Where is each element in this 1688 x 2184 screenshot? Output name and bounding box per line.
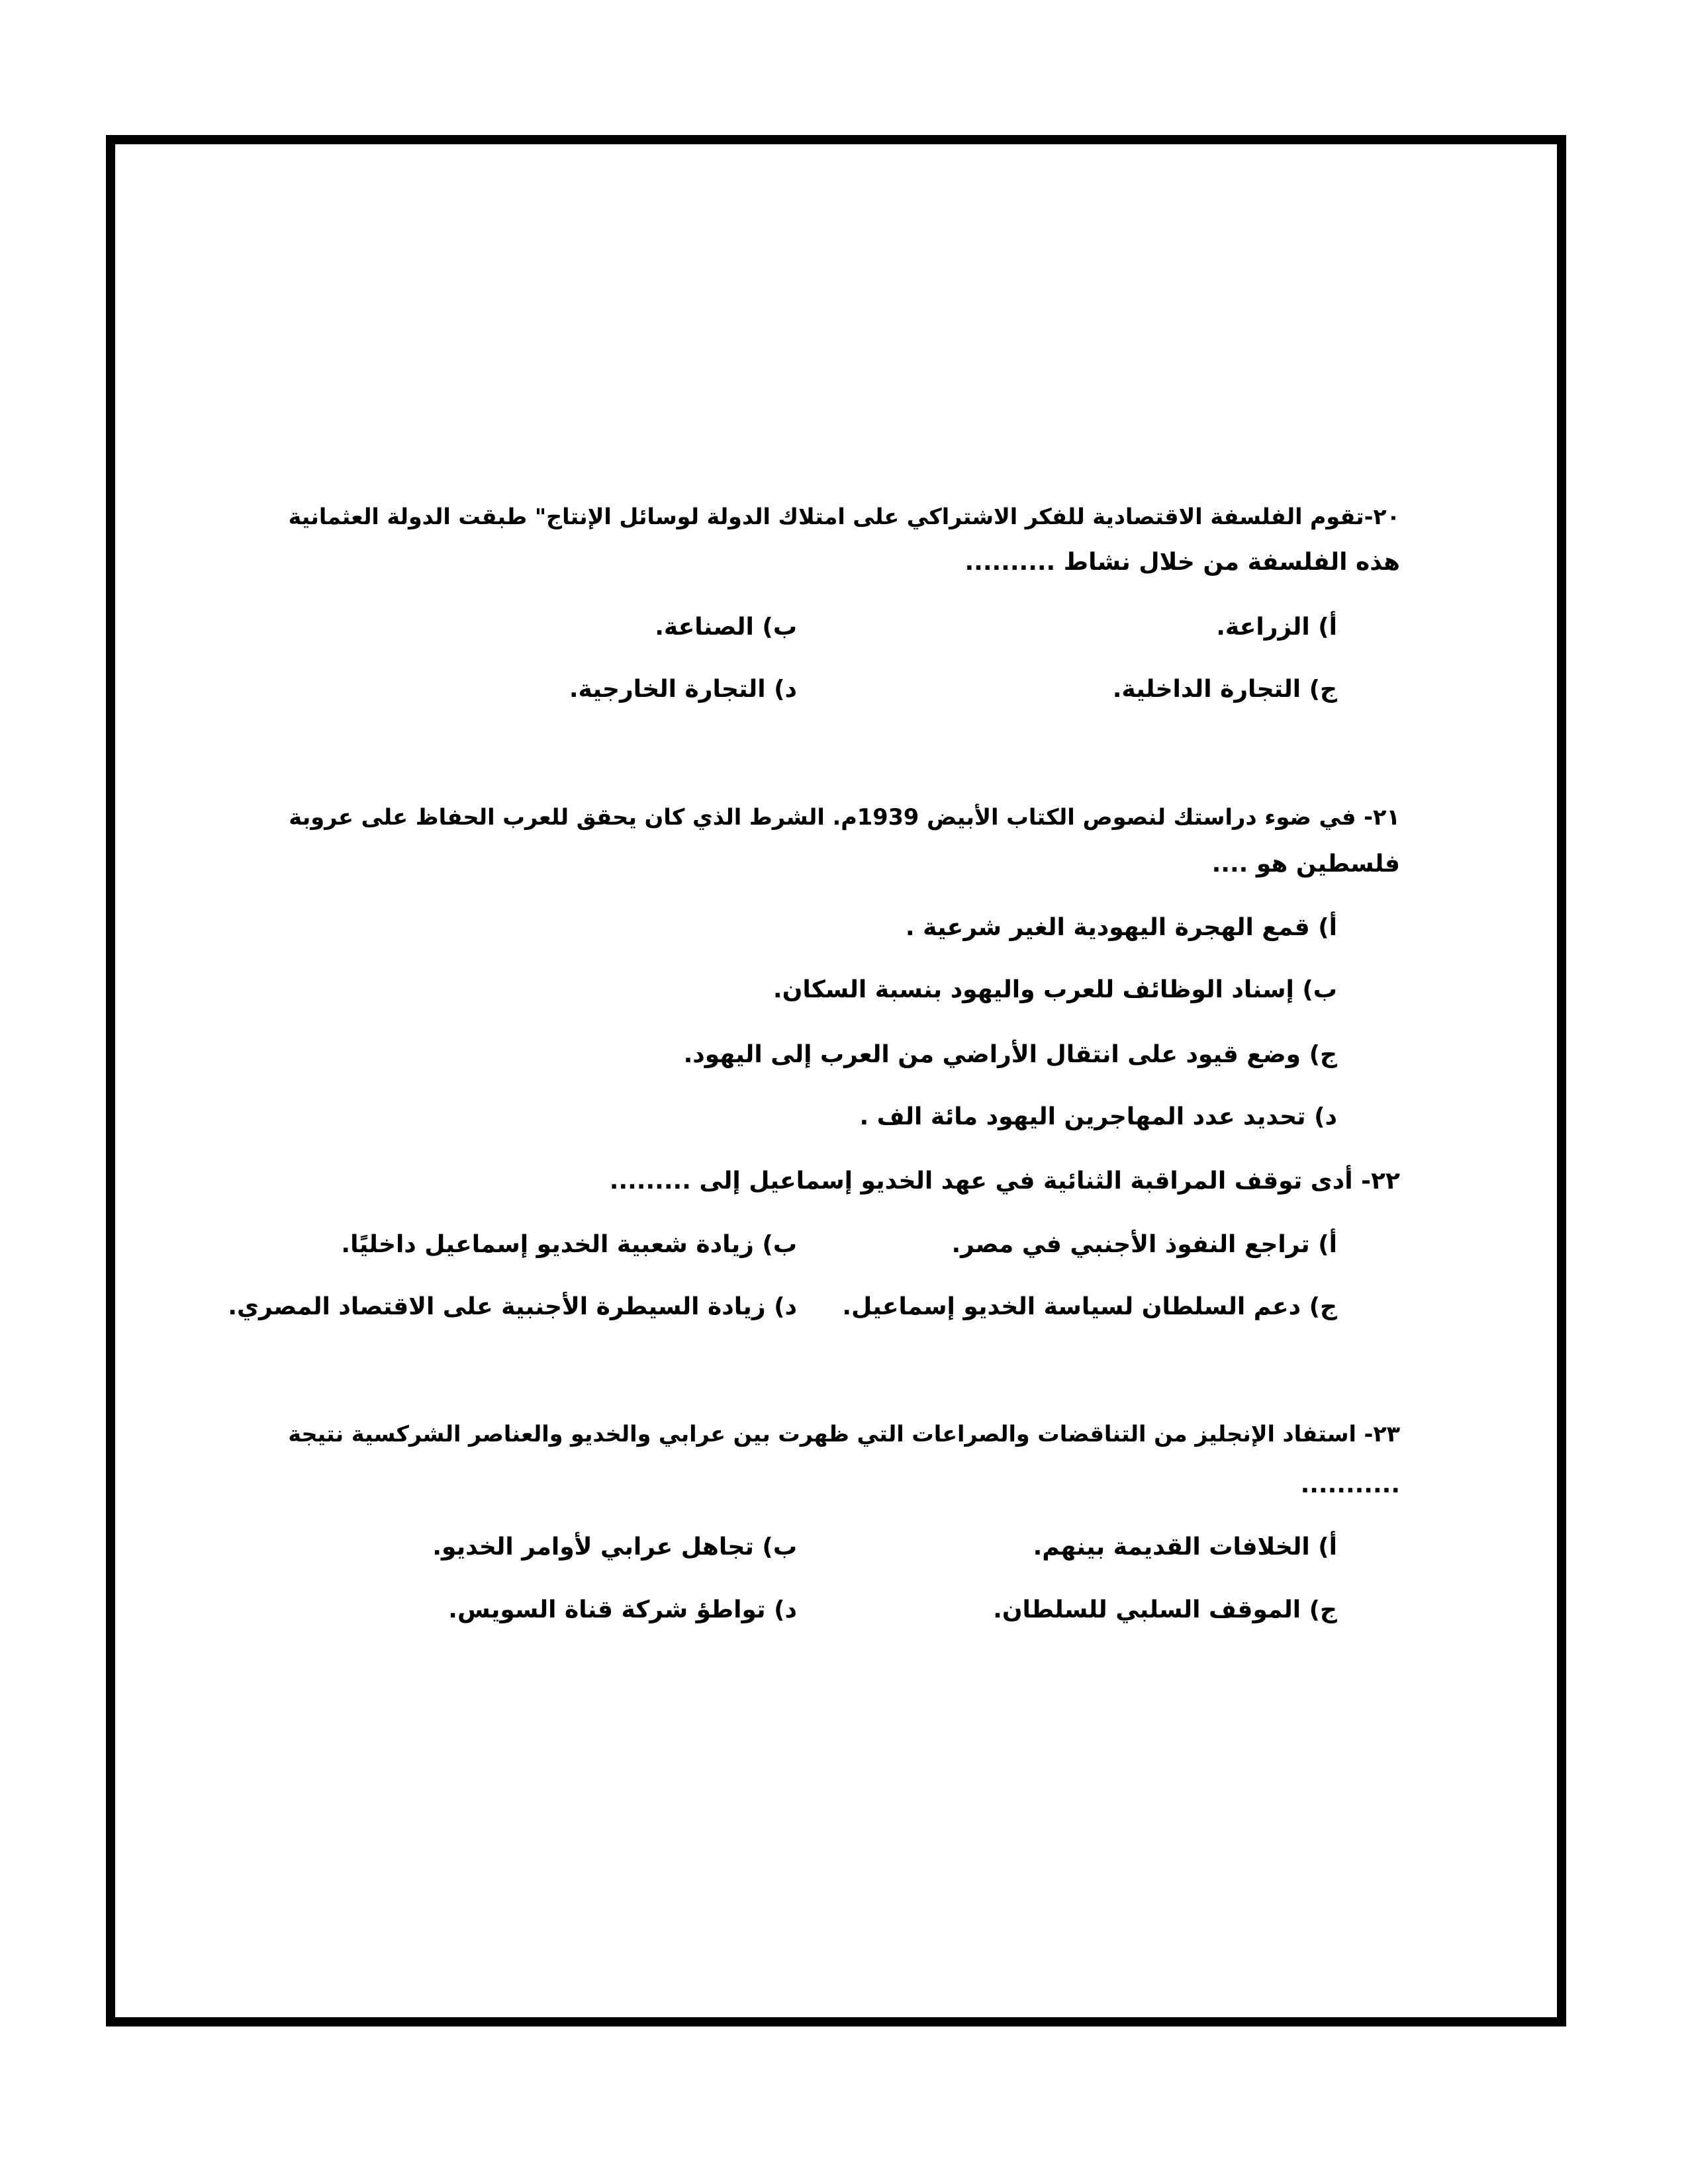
question-20-text: ٢٠-تقوم الفلسفة الاقتصادية للفكر الاشتراكي على امتلاك الدولة لوسائل الإنتاج" طبقت الدولة العثمانية [288, 504, 1400, 529]
question-22-text: ٢٢- أدى توقف المراقبة الثنائية في عهد الخديو إسماعيل إلى ......... [609, 1167, 1400, 1195]
q20-option-d[interactable]: د) التجارة الخارجية. [569, 676, 797, 703]
q21-option-b[interactable]: ب) إسناد الوظائف للعرب واليهود بنسبة السكان. [773, 976, 1337, 1003]
q22-option-a[interactable]: أ) تراجع النفوذ الأجنبي في مصر. [951, 1231, 1337, 1258]
question-21-text: ٢١- في ضوء دراستك لنصوص الكتاب الأبيض 1939م. الشرط الذي كان يحقق للعرب الحفاظ على عروبة [289, 804, 1400, 830]
q20-option-b[interactable]: ب) الصناعة. [655, 614, 797, 641]
q22-option-d[interactable]: د) زيادة السيطرة الأجنبية على الاقتصاد المصري. [228, 1293, 797, 1320]
question-23-text-cont: ........... [1300, 1471, 1400, 1498]
q21-option-d[interactable]: د) تحديد عدد المهاجرين اليهود مائة الف . [859, 1103, 1337, 1130]
q21-option-a[interactable]: أ) قمع الهجرة اليهودية الغير شرعية . [905, 914, 1337, 941]
q20-option-a[interactable]: أ) الزراعة. [1216, 614, 1337, 641]
q23-option-c[interactable]: ج) الموقف السلبي للسلطان. [993, 1596, 1337, 1623]
q22-option-c[interactable]: ج) دعم السلطان لسياسة الخديو إسماعيل. [842, 1293, 1337, 1320]
q23-option-a[interactable]: أ) الخلافات القديمة بينهم. [1033, 1533, 1337, 1561]
q21-option-c[interactable]: ج) وضع قيود على انتقال الأراضي من العرب إلى اليهود. [683, 1041, 1337, 1068]
q23-option-b[interactable]: ب) تجاهل عرابي لأوامر الخديو. [432, 1533, 797, 1561]
q23-option-d[interactable]: د) تواطؤ شركة قناة السويس. [448, 1596, 797, 1623]
q22-option-b[interactable]: ب) زيادة شعبية الخديو إسماعيل داخليًا. [341, 1231, 797, 1258]
question-23-text: ٢٣- استفاد الإنجليز من التناقضات والصراعات التي ظهرت بين عرابي والخديو والعناصر الشركسية نتيجة [288, 1421, 1400, 1447]
question-21-text-cont: فلسطين هو .... [1211, 850, 1400, 878]
question-20-text-cont: هذه الفلسفة من خلال نشاط .......... [964, 549, 1400, 576]
page-border [106, 135, 1566, 2026]
q20-option-c[interactable]: ج) التجارة الداخلية. [1112, 676, 1337, 703]
